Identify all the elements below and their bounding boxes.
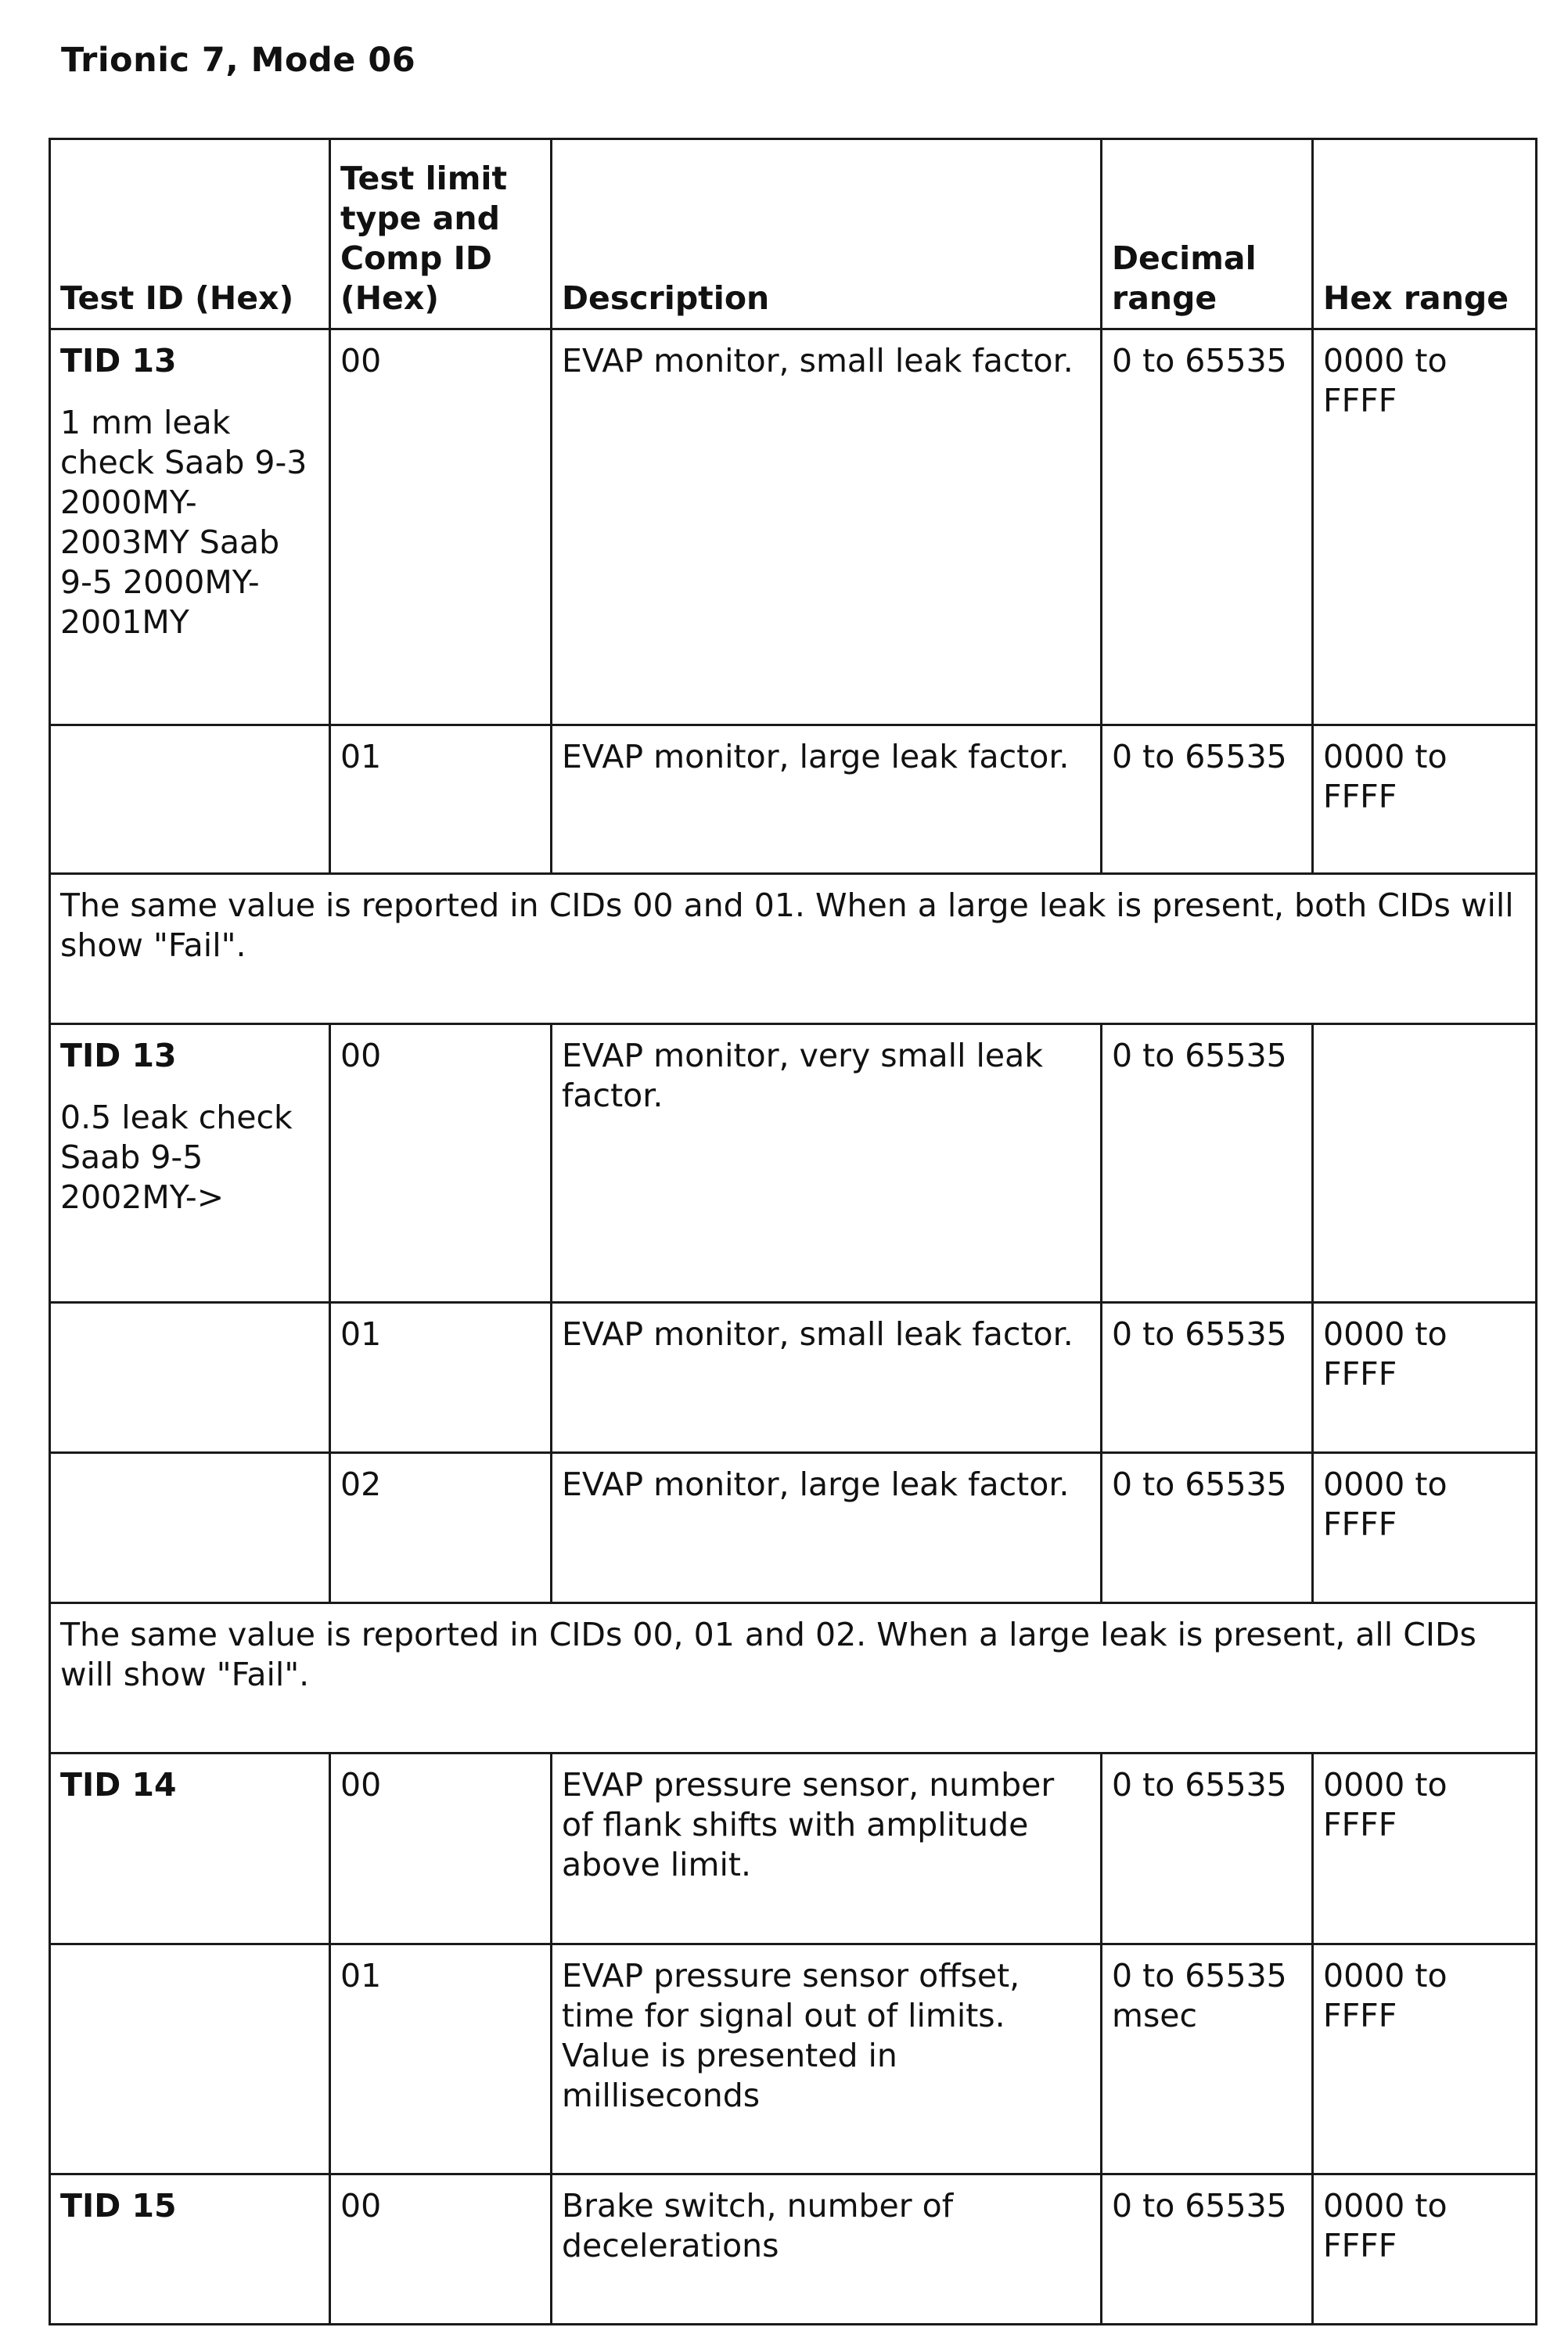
cid-cell: 00 xyxy=(330,1024,552,1303)
header-decimal-range: Decimal range xyxy=(1102,139,1313,329)
decimal-range-cell: 0 to 65535 xyxy=(1102,1303,1313,1453)
hex-range-cell: 0000 to FFFF xyxy=(1313,1944,1537,2174)
test-id-cell xyxy=(50,1754,330,1944)
cid-cell: 00 xyxy=(330,1754,552,1944)
tid-label: TID 13 xyxy=(60,342,177,379)
description-cell: EVAP monitor, large leak factor. xyxy=(552,1453,1102,1603)
tid-label: TID 14 xyxy=(60,1766,177,1804)
description-cell: EVAP monitor, small leak factor. xyxy=(552,329,1102,725)
decimal-range-cell: 0 to 65535 xyxy=(1102,1754,1313,1944)
test-id-cell xyxy=(50,1024,330,1303)
table-row xyxy=(50,2174,1537,2325)
test-id-cell xyxy=(50,1303,330,1453)
cid-cell: 00 xyxy=(330,329,552,725)
decimal-range-cell: 0 to 65535 xyxy=(1102,2174,1313,2325)
description-cell: EVAP monitor, very small leak factor. xyxy=(552,1024,1102,1303)
hex-range-cell: 0000 to FFFF xyxy=(1313,1453,1537,1603)
cid-cell: 01 xyxy=(330,1944,552,2174)
decimal-range-cell: 0 to 65535 xyxy=(1102,725,1313,874)
tid-label: TID 13 xyxy=(60,1037,177,1074)
description-cell: Brake switch, number of decelerations xyxy=(552,2174,1102,2325)
hex-range-cell: 0000 to FFFF xyxy=(1313,1303,1537,1453)
description-cell: EVAP monitor, large leak factor. xyxy=(552,725,1102,874)
test-id-cell xyxy=(50,1453,330,1603)
cid-cell: 01 xyxy=(330,725,552,874)
test-id-cell xyxy=(50,329,330,725)
test-id-cell xyxy=(50,725,330,874)
group-note: The same value is reported in CIDs 00, 01 and 02. When a large leak is present, all CIDs will show "Fail". xyxy=(50,1603,1537,1754)
description-cell: EVAP pressure sensor offset, time for signal out of limits. Value is presented in milliseconds xyxy=(552,1944,1102,2174)
decimal-range-cell: 0 to 65535 xyxy=(1102,1024,1313,1303)
hex-range-cell: 0000 to FFFF xyxy=(1313,725,1537,874)
table-row xyxy=(50,1024,1537,1303)
tid-label: TID 15 xyxy=(60,2187,177,2225)
page-title: Trionic 7, Mode 06 xyxy=(61,41,416,80)
tid-note: 0.5 leak check Saab 9-5 2002MY-> xyxy=(60,1099,293,1216)
group-note: The same value is reported in CIDs 00 and 01. When a large leak is present, both CIDs will show "Fail". xyxy=(50,874,1537,1024)
cid-cell: 01 xyxy=(330,1303,552,1453)
decimal-range-cell: 0 to 65535 xyxy=(1102,1453,1313,1603)
header-limit-type: Test limit type and Comp ID (Hex) xyxy=(330,139,552,329)
mode06-table xyxy=(49,138,1537,2325)
table-row xyxy=(50,1944,1537,2174)
cid-cell: 02 xyxy=(330,1453,552,1603)
description-cell: EVAP pressure sensor, number of flank shifts with amplitude above limit. xyxy=(552,1754,1102,1944)
test-id-cell xyxy=(50,1944,330,2174)
note-row xyxy=(50,874,1537,1024)
hex-range-cell: 0000 to FFFF xyxy=(1313,2174,1537,2325)
description-cell: EVAP monitor, small leak factor. xyxy=(552,1303,1102,1453)
decimal-range-cell: 0 to 65535 msec xyxy=(1102,1944,1313,2174)
header-description: Description xyxy=(552,139,1102,329)
table-row xyxy=(50,1453,1537,1603)
test-id-cell xyxy=(50,2174,330,2325)
table-row xyxy=(50,1303,1537,1453)
table-row xyxy=(50,329,1537,725)
note-row xyxy=(50,1603,1537,1754)
header-test-id: Test ID (Hex) xyxy=(50,139,330,329)
header-hex-range: Hex range xyxy=(1313,139,1537,329)
hex-range-cell: 0000 to FFFF xyxy=(1313,329,1537,725)
decimal-range-cell: 0 to 65535 xyxy=(1102,329,1313,725)
hex-range-cell xyxy=(1313,1024,1537,1303)
table-row xyxy=(50,1754,1537,1944)
table-row xyxy=(50,725,1537,874)
tid-note: 1 mm leak check Saab 9-3 2000MY-2003MY Saab 9-5 2000MY-2001MY xyxy=(60,404,307,641)
hex-range-cell: 0000 to FFFF xyxy=(1313,1754,1537,1944)
cid-cell: 00 xyxy=(330,2174,552,2325)
header-row xyxy=(50,139,1537,329)
